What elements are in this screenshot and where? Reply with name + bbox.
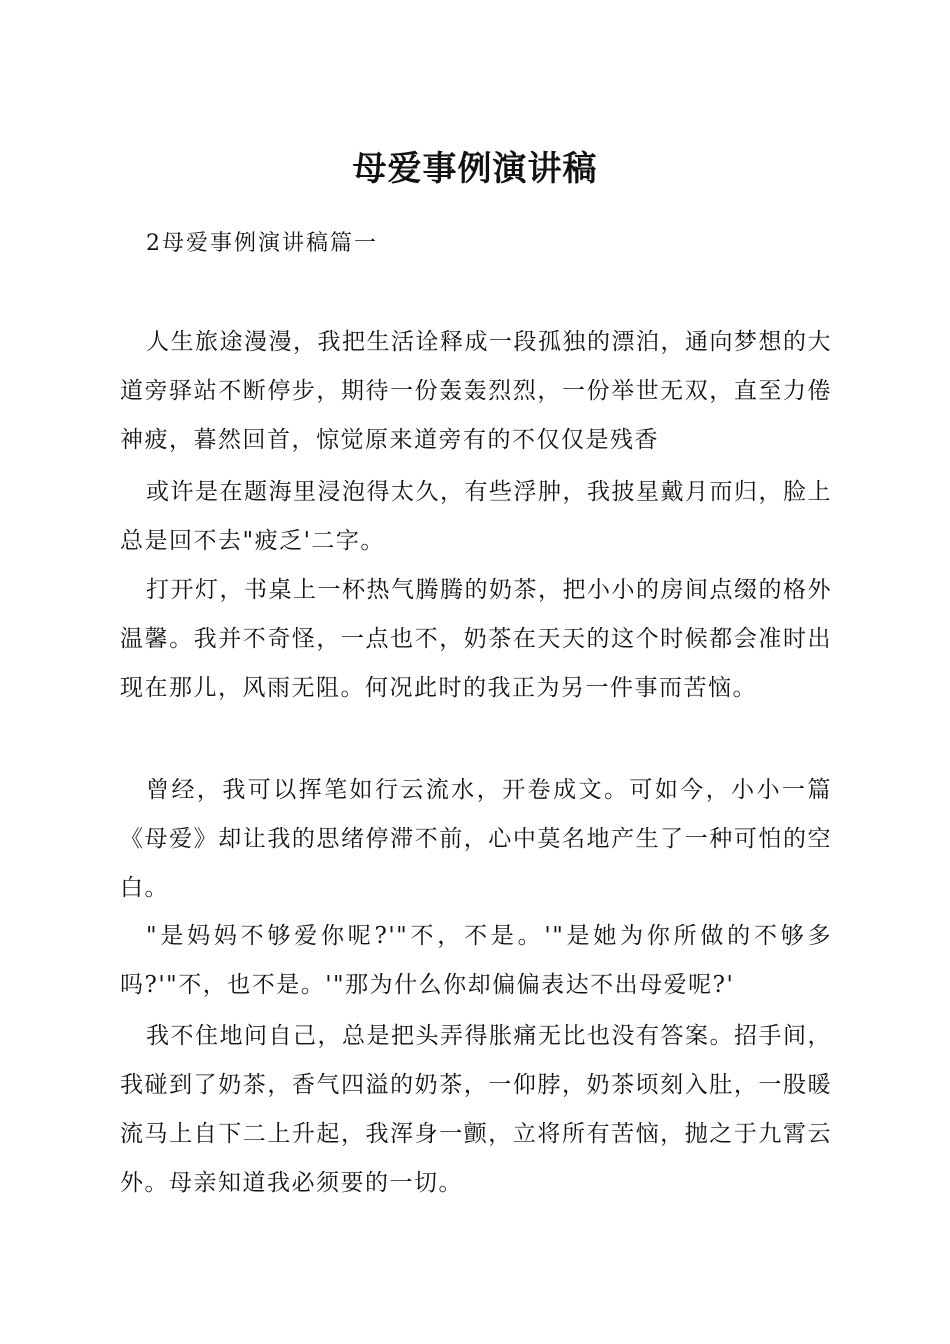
paragraph-2: 或许是在题海里浸泡得太久，有些浮肿，我披星戴月而归，脸上总是回不去"疲乏'二字。 bbox=[120, 479, 832, 554]
document-subtitle: 2母爱事例演讲稿篇一 bbox=[146, 231, 378, 256]
paragraph-3: 打开灯，书桌上一杯热气腾腾的奶茶，把小小的房间点缀的格外温馨。我并不奇怪，一点也不，奶茶在天天的这个时候都会准时出现在那儿，风雨无阻。何况此时的我正为另一件事而苦恼。 bbox=[120, 577, 832, 701]
paragraph-4: 曾经，我可以挥笔如行云流水，开卷成文。可如今，小小一篇《母爱》却让我的思绪停滞不前，心中莫名地产生了一种可怕的空白。 bbox=[120, 777, 832, 901]
document-title: 母爱事例演讲稿 bbox=[352, 149, 598, 189]
paragraph-1: 人生旅途漫漫，我把生活诠释成一段孤独的漂泊，通向梦想的大道旁驿站不断停步，期待一份轰轰烈烈，一份举世无双，直至力倦神疲，暮然回首，惊觉原来道旁有的不仅仅是残香 bbox=[120, 329, 832, 453]
paragraph-5: "是妈妈不够爱你呢?'"不，不是。'"是她为你所做的不够多吗?'"不，也不是。'"那为什么你却偏偏表达不出母爱呢?' bbox=[120, 923, 832, 998]
paragraph-6: 我不住地问自己，总是把头弄得胀痛无比也没有答案。招手间，我碰到了奶茶，香气四溢的奶茶，一仰脖，奶茶顷刻入肚，一股暖流马上自下二上升起，我浑身一颤，立将所有苦恼，抛之于九霄云外。母亲知道我必须要的一切。 bbox=[120, 1023, 832, 1196]
